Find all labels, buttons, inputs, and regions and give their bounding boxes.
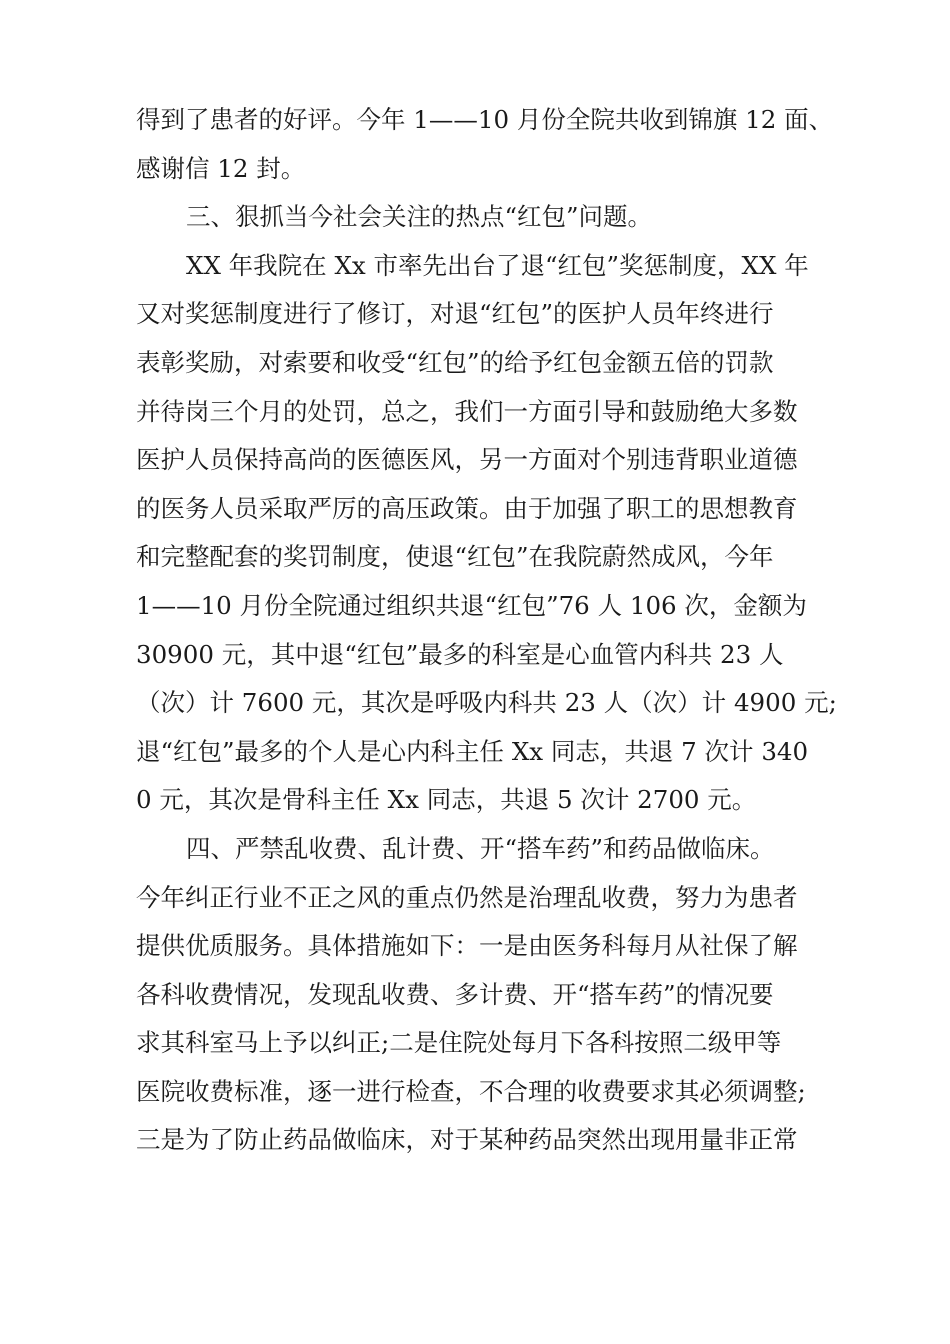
text-line: 医院收费标准，逐一进行检查，不合理的收费要求其必须调整; [136, 1076, 806, 1106]
text-line: 求其科室马上予以纠正;二是住院处每月下各科按照二级甲等 [136, 1028, 782, 1058]
text-line: 各科收费情况，发现乱收费、多计费、开“搭车药”的情况要 [136, 979, 774, 1009]
document-body [136, 96, 836, 1165]
text-line: 0 元，其次是骨科主任 Xx 同志，共退 5 次计 2700 元。 [136, 785, 757, 815]
text-line: 并待岗三个月的处罚，总之，我们一方面引导和鼓励绝大多数 [136, 396, 798, 426]
text-line: 退“红包”最多的个人是心内科主任 Xx 同志，共退 7 次计 340 [136, 736, 809, 766]
text-line: 又对奖惩制度进行了修订，对退“红包”的医护人员年终进行 [136, 299, 774, 329]
text-line: 1——10 月份全院通过组织共退“红包”76 人 106 次，金额为 [136, 590, 807, 620]
text-line: 得到了患者的好评。今年 1——10 月份全院共收到锦旗 12 面、 [136, 105, 834, 134]
section-heading: 三、狠抓当今社会关注的热点“红包”问题。 [186, 202, 653, 232]
text-line: 和完整配套的奖罚制度，使退“红包”在我院蔚然成风，今年 [136, 542, 774, 572]
text-line: 三是为了防止药品做临床，对于某种药品突然出现用量非正常 [136, 1125, 798, 1155]
text-line: XX 年我院在 Xx 市率先出台了退“红包”奖惩制度，XX 年 [186, 250, 809, 280]
text-line: 感谢信 12 封。 [136, 153, 306, 183]
text-line: 30900 元，其中退“红包”最多的科室是心血管内科共 23 人 [136, 639, 784, 669]
text-line: 提供优质服务。具体措施如下：一是由医务科每月从社保了解 [136, 931, 798, 961]
text-line: 今年纠正行业不正之风的重点仍然是治理乱收费，努力为患者 [136, 882, 798, 912]
text-line: 医护人员保持高尚的医德医风，另一方面对个别违背职业道德 [136, 445, 798, 475]
text-line: 的医务人员采取严厉的高压政策。由于加强了职工的思想教育 [136, 493, 798, 523]
text-line: （次）计 7600 元，其次是呼吸内科共 23 人（次）计 4900 元; [136, 688, 837, 718]
section-heading: 四、严禁乱收费、乱计费、开“搭车药”和药品做临床。 [186, 833, 775, 863]
text-line: 表彰奖励，对索要和收受“红包”的给予红包金额五倍的罚款 [136, 347, 774, 377]
